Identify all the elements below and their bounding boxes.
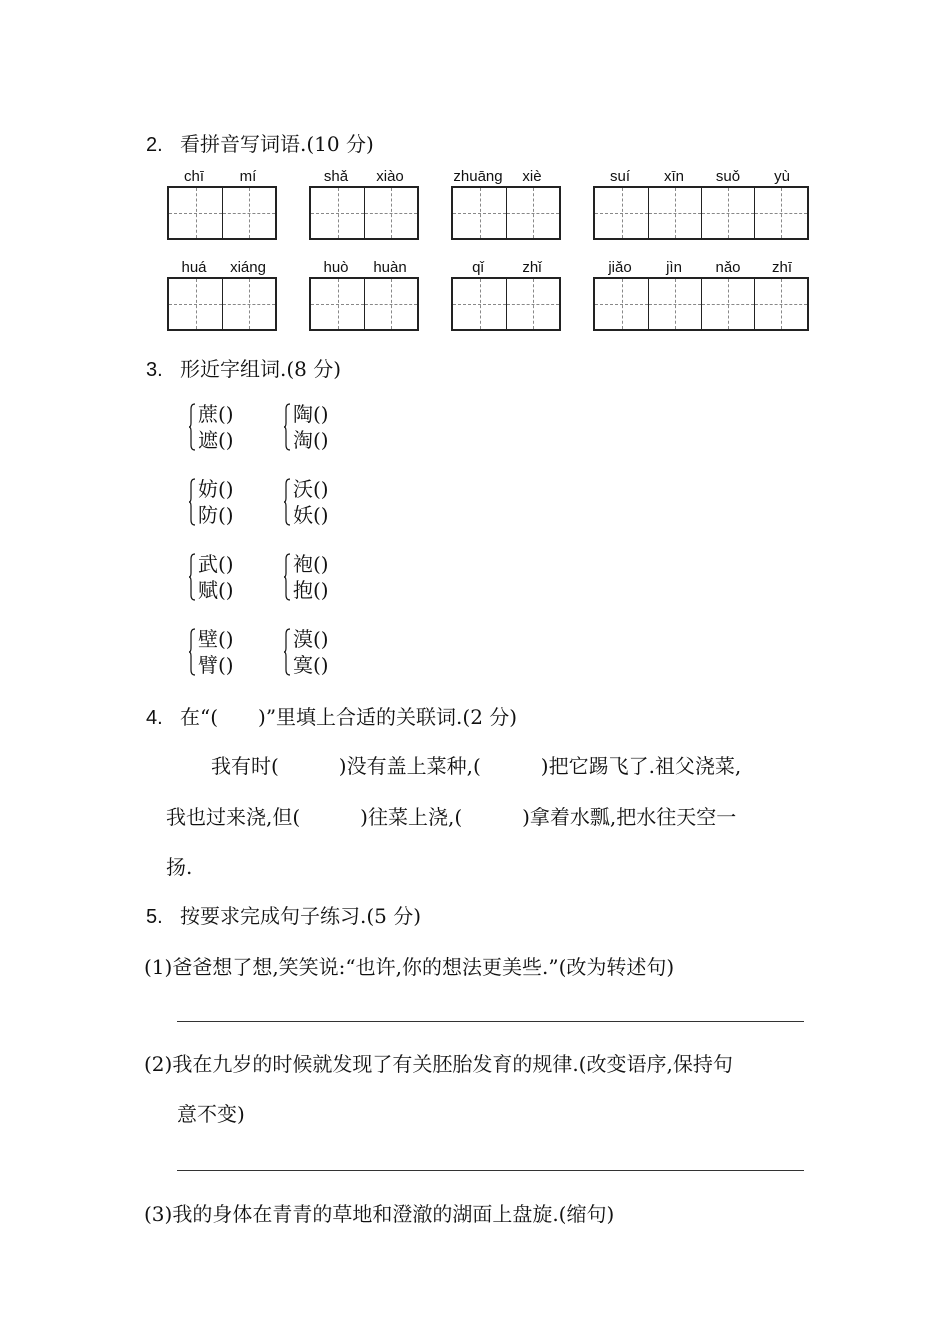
similar-char-pair xyxy=(189,626,249,680)
writing-boxes xyxy=(451,277,561,331)
pinyin-label: suǒ xyxy=(715,168,741,185)
character-cell[interactable] xyxy=(364,188,417,238)
char-blank[interactable]: 淘() xyxy=(293,428,329,452)
q2-heading xyxy=(146,128,374,157)
similar-char-pair xyxy=(284,551,344,605)
brace-icon xyxy=(284,628,291,676)
q4-passage-line-1: 我有时( )没有盖上菜种,( )把它踢飞了.祖父浇菜, xyxy=(211,754,742,778)
writing-boxes xyxy=(167,186,277,240)
pinyin-label: qǐ xyxy=(472,259,484,276)
q5-item-2-line-2: 意不变) xyxy=(177,1102,245,1126)
character-cell[interactable] xyxy=(169,188,222,238)
char-blank[interactable]: 蔗() xyxy=(198,402,234,426)
q3-title: 形近字组词.(8 分) xyxy=(180,357,342,381)
pinyin-grid-group xyxy=(309,168,417,243)
pinyin-label: jìn xyxy=(666,259,682,276)
pinyin-label: zhī xyxy=(771,259,792,276)
character-cell[interactable] xyxy=(754,188,807,238)
character-cell[interactable] xyxy=(453,279,506,329)
character-cell[interactable] xyxy=(169,279,222,329)
pinyin-label: mí xyxy=(239,168,257,185)
character-cell[interactable] xyxy=(506,279,559,329)
character-cell[interactable] xyxy=(701,279,754,329)
char-blank[interactable]: 壁() xyxy=(198,627,234,651)
pinyin-label: huá xyxy=(181,259,207,276)
writing-boxes xyxy=(309,186,419,240)
q2-title: 看拼音写词语.(10 分) xyxy=(180,132,374,156)
char-blank[interactable]: 寞() xyxy=(293,653,329,677)
q5-item-2-line-1: (2)我在九岁的时候就发现了有关胚胎发育的规律.(改变语序,保持句 xyxy=(144,1052,733,1076)
char-blank[interactable]: 漠() xyxy=(293,627,329,651)
character-cell[interactable] xyxy=(595,279,648,329)
similar-char-pair xyxy=(284,401,344,455)
similar-char-pair xyxy=(284,626,344,680)
writing-boxes xyxy=(593,186,809,240)
character-cell[interactable] xyxy=(311,279,364,329)
pinyin-grid-group xyxy=(309,259,417,334)
q3-heading xyxy=(146,353,341,382)
writing-boxes xyxy=(593,277,809,331)
writing-boxes xyxy=(309,277,419,331)
character-cell[interactable] xyxy=(701,188,754,238)
pinyin-label: shǎ xyxy=(323,168,349,185)
q5-item-1: (1)爸爸想了想,笑笑说:“也许,你的想法更美些.”(改为转述句) xyxy=(144,955,675,979)
char-blank[interactable]: 赋() xyxy=(198,578,234,602)
char-blank[interactable]: 武() xyxy=(198,552,234,576)
q4-number: 4. xyxy=(146,707,163,729)
q5-item-3: (3)我的身体在青青的草地和澄澈的湖面上盘旋.(缩句) xyxy=(144,1202,615,1226)
pinyin-label: zhǐ xyxy=(522,259,542,276)
character-cell[interactable] xyxy=(364,279,417,329)
pinyin-label: xiè xyxy=(522,168,542,185)
character-cell[interactable] xyxy=(222,188,275,238)
brace-icon xyxy=(284,553,291,601)
brace-icon xyxy=(189,628,196,676)
writing-boxes xyxy=(167,277,277,331)
char-blank[interactable]: 遮() xyxy=(198,428,234,452)
q5-answer-line-2[interactable] xyxy=(177,1170,804,1171)
q5-answer-line-1[interactable] xyxy=(177,1021,804,1022)
brace-icon xyxy=(189,553,196,601)
pinyin-grid-group xyxy=(593,168,809,243)
pinyin-label: jiǎo xyxy=(608,259,632,276)
brace-icon xyxy=(189,478,196,526)
char-blank[interactable]: 防() xyxy=(198,503,234,527)
pinyin-grid-group xyxy=(593,259,809,334)
brace-icon xyxy=(284,478,291,526)
pinyin-grid-group xyxy=(451,259,559,334)
q3-number: 3. xyxy=(146,359,163,381)
pinyin-grid-group xyxy=(167,168,275,243)
character-cell[interactable] xyxy=(506,188,559,238)
q5-number: 5. xyxy=(146,906,163,928)
pinyin-label: huàn xyxy=(373,259,407,276)
q2-number: 2. xyxy=(146,134,163,156)
char-blank[interactable]: 抱() xyxy=(293,578,329,602)
char-blank[interactable]: 袍() xyxy=(293,552,329,576)
similar-char-pair xyxy=(284,476,344,530)
writing-boxes xyxy=(451,186,561,240)
brace-icon xyxy=(284,403,291,451)
pinyin-grid-group xyxy=(167,259,275,334)
brace-icon xyxy=(189,403,196,451)
pinyin-label: nǎo xyxy=(715,259,741,276)
pinyin-label: xiào xyxy=(376,168,404,185)
pinyin-grid-group xyxy=(451,168,559,243)
character-cell[interactable] xyxy=(595,188,648,238)
similar-char-pair xyxy=(189,476,249,530)
similar-char-pair xyxy=(189,401,249,455)
q4-passage-line-2: 我也过来浇,但( )往菜上浇,( )拿着水瓢,把水往天空一 xyxy=(166,805,737,829)
char-blank[interactable]: 妨() xyxy=(198,477,234,501)
character-cell[interactable] xyxy=(754,279,807,329)
char-blank[interactable]: 臂() xyxy=(198,653,234,677)
character-cell[interactable] xyxy=(648,279,701,329)
character-cell[interactable] xyxy=(453,188,506,238)
pinyin-label: huò xyxy=(323,259,349,276)
pinyin-label: suí xyxy=(609,168,630,185)
pinyin-label: yù xyxy=(774,168,790,185)
character-cell[interactable] xyxy=(222,279,275,329)
char-blank[interactable]: 陶() xyxy=(293,402,329,426)
char-blank[interactable]: 妖() xyxy=(293,503,329,527)
pinyin-label: zhuāng xyxy=(453,168,503,185)
q5-title: 按要求完成句子练习.(5 分) xyxy=(180,904,422,928)
character-cell[interactable] xyxy=(311,188,364,238)
q4-title: 在“( )”里填上合适的关联词.(2 分) xyxy=(180,705,518,729)
pinyin-label: chī xyxy=(183,168,204,185)
character-cell[interactable] xyxy=(648,188,701,238)
q4-heading xyxy=(146,701,517,730)
pinyin-label: xīn xyxy=(663,168,684,185)
q5-heading xyxy=(146,900,421,929)
char-blank[interactable]: 沃() xyxy=(293,477,329,501)
q4-passage-line-3: 扬. xyxy=(166,855,193,879)
pinyin-label: xiáng xyxy=(230,259,266,276)
similar-char-pair xyxy=(189,551,249,605)
